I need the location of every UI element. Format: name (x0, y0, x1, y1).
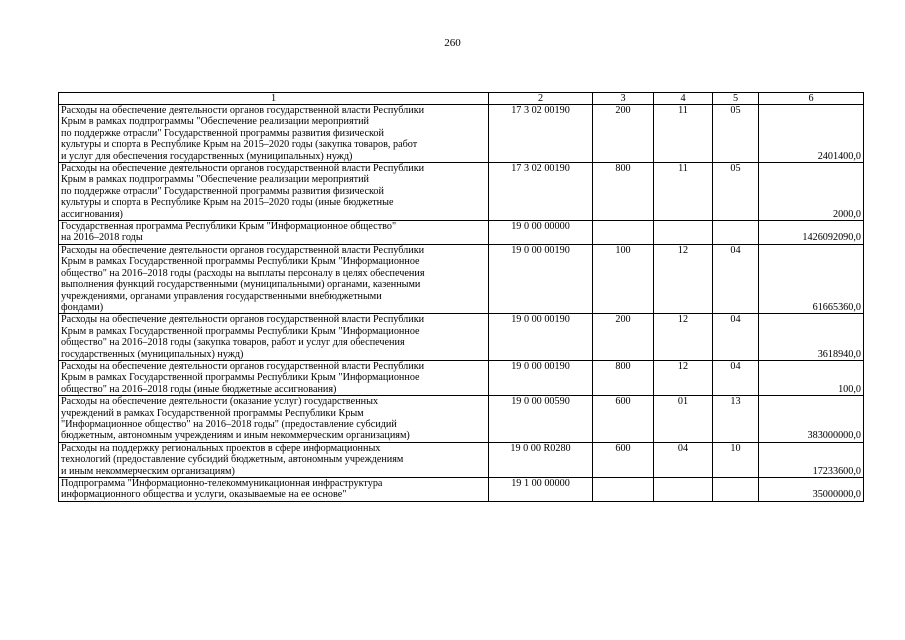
row-amount: 35000000,0 (759, 478, 864, 502)
row-target-article-code: 19 0 00 00190 (489, 314, 593, 361)
row-subsection (713, 221, 759, 245)
row-description: Подпрограмма "Информационно-телекоммуникационная инфраструктура информационного общества и услуги, оказываемые на ее основе" (59, 478, 489, 502)
row-section: 12 (654, 360, 713, 395)
row-description: Расходы на обеспечение деятельности органов государственной власти Республики Крым в рамках подпрограммы "Обеспечение реализации мероприятий по поддержке отрасли" Государственной программы развития физической культуры и спорта в Республике Крым на 2015–2020 годы (иные бюджетные ассигнования) (59, 163, 489, 221)
page-number: 260 (444, 37, 461, 49)
row-subsection: 04 (713, 314, 759, 361)
row-expense-type (593, 478, 654, 502)
row-amount: 100,0 (759, 360, 864, 395)
row-target-article-code: 19 0 00 R0280 (489, 442, 593, 477)
header-col-6: 6 (759, 93, 864, 105)
table-row (59, 360, 864, 395)
table-row (59, 105, 864, 163)
row-amount: 2401400,0 (759, 105, 864, 163)
row-expense-type: 100 (593, 244, 654, 313)
table-row (59, 478, 864, 502)
row-section: 12 (654, 244, 713, 313)
row-section: 04 (654, 442, 713, 477)
row-amount: 3618940,0 (759, 314, 864, 361)
row-expense-type: 800 (593, 360, 654, 395)
row-expense-type: 800 (593, 163, 654, 221)
header-col-2: 2 (489, 93, 593, 105)
row-amount: 61665360,0 (759, 244, 864, 313)
row-expense-type: 200 (593, 105, 654, 163)
row-description: Расходы на поддержку региональных проектов в сфере информационных технологий (предоставление субсидий бюджетным, автономным учреждениям и иным некоммерческим организациям) (59, 442, 489, 477)
row-description: Расходы на обеспечение деятельности органов государственной власти Республики Крым в рамках Государственной программы Республики Крым "Информационное общество" на 2016–2018 годы (расходы на выплаты персоналу в целях обеспечения выполнения функций государственными (муниципальными) органами, казенными учреждениями, органами управления государственными внебюджетными фондами) (59, 244, 489, 313)
table-row (59, 314, 864, 361)
row-expense-type: 600 (593, 396, 654, 443)
row-subsection: 04 (713, 360, 759, 395)
row-section: 11 (654, 105, 713, 163)
row-subsection: 05 (713, 105, 759, 163)
row-description: Расходы на обеспечение деятельности органов государственной власти Республики Крым в рамках подпрограммы "Обеспечение реализации мероприятий по поддержке отрасли" Государственной программы развития физической культуры и спорта в Республике Крым на 2015–2020 годы (закупка товаров, работ и услуг для обеспечения государственных (муниципальных) нужд) (59, 105, 489, 163)
table-row (59, 244, 864, 313)
row-description: Расходы на обеспечение деятельности (оказание услуг) государственных учреждений в рамках Государственной программы Республики Крым "Информационное общество" на 2016–2018 годы" (предоставление субсидий бюджетным, автономным учреждениям и иным некоммерческим организациям) (59, 396, 489, 443)
row-amount: 383000000,0 (759, 396, 864, 443)
row-section (654, 478, 713, 502)
row-target-article-code: 19 0 00 00000 (489, 221, 593, 245)
header-col-3: 3 (593, 93, 654, 105)
row-description: Расходы на обеспечение деятельности органов государственной власти Республики Крым в рамках Государственной программы Республики Крым "Информационное общество" на 2016–2018 годы (закупка товаров, работ и услуг для обеспечения государственных (муниципальных) нужд) (59, 314, 489, 361)
budget-table (58, 92, 864, 502)
row-section (654, 221, 713, 245)
row-amount: 17233600,0 (759, 442, 864, 477)
row-section: 11 (654, 163, 713, 221)
row-target-article-code: 19 0 00 00190 (489, 360, 593, 395)
row-expense-type: 200 (593, 314, 654, 361)
row-subsection: 04 (713, 244, 759, 313)
row-target-article-code: 17 3 02 00190 (489, 163, 593, 221)
table-row (59, 163, 864, 221)
row-description: Расходы на обеспечение деятельности органов государственной власти Республики Крым в рамках Государственной программы Республики Крым "Информационное общество" на 2016–2018 годы (иные бюджетные ассигнования) (59, 360, 489, 395)
row-amount: 1426092090,0 (759, 221, 864, 245)
table-row (59, 396, 864, 443)
table-row (59, 221, 864, 245)
row-target-article-code: 17 3 02 00190 (489, 105, 593, 163)
row-target-article-code: 19 1 00 00000 (489, 478, 593, 502)
row-section: 01 (654, 396, 713, 443)
row-subsection: 13 (713, 396, 759, 443)
row-subsection (713, 478, 759, 502)
row-target-article-code: 19 0 00 00590 (489, 396, 593, 443)
header-col-5: 5 (713, 93, 759, 105)
row-expense-type (593, 221, 654, 245)
row-target-article-code: 19 0 00 00190 (489, 244, 593, 313)
row-section: 12 (654, 314, 713, 361)
row-amount: 2000,0 (759, 163, 864, 221)
row-description: Государственная программа Республики Крым "Информационное общество" на 2016–2018 годы (59, 221, 489, 245)
header-col-1: 1 (59, 93, 489, 105)
header-row (59, 93, 864, 105)
table-row (59, 442, 864, 477)
row-subsection: 05 (713, 163, 759, 221)
header-col-4: 4 (654, 93, 713, 105)
row-expense-type: 600 (593, 442, 654, 477)
row-subsection: 10 (713, 442, 759, 477)
